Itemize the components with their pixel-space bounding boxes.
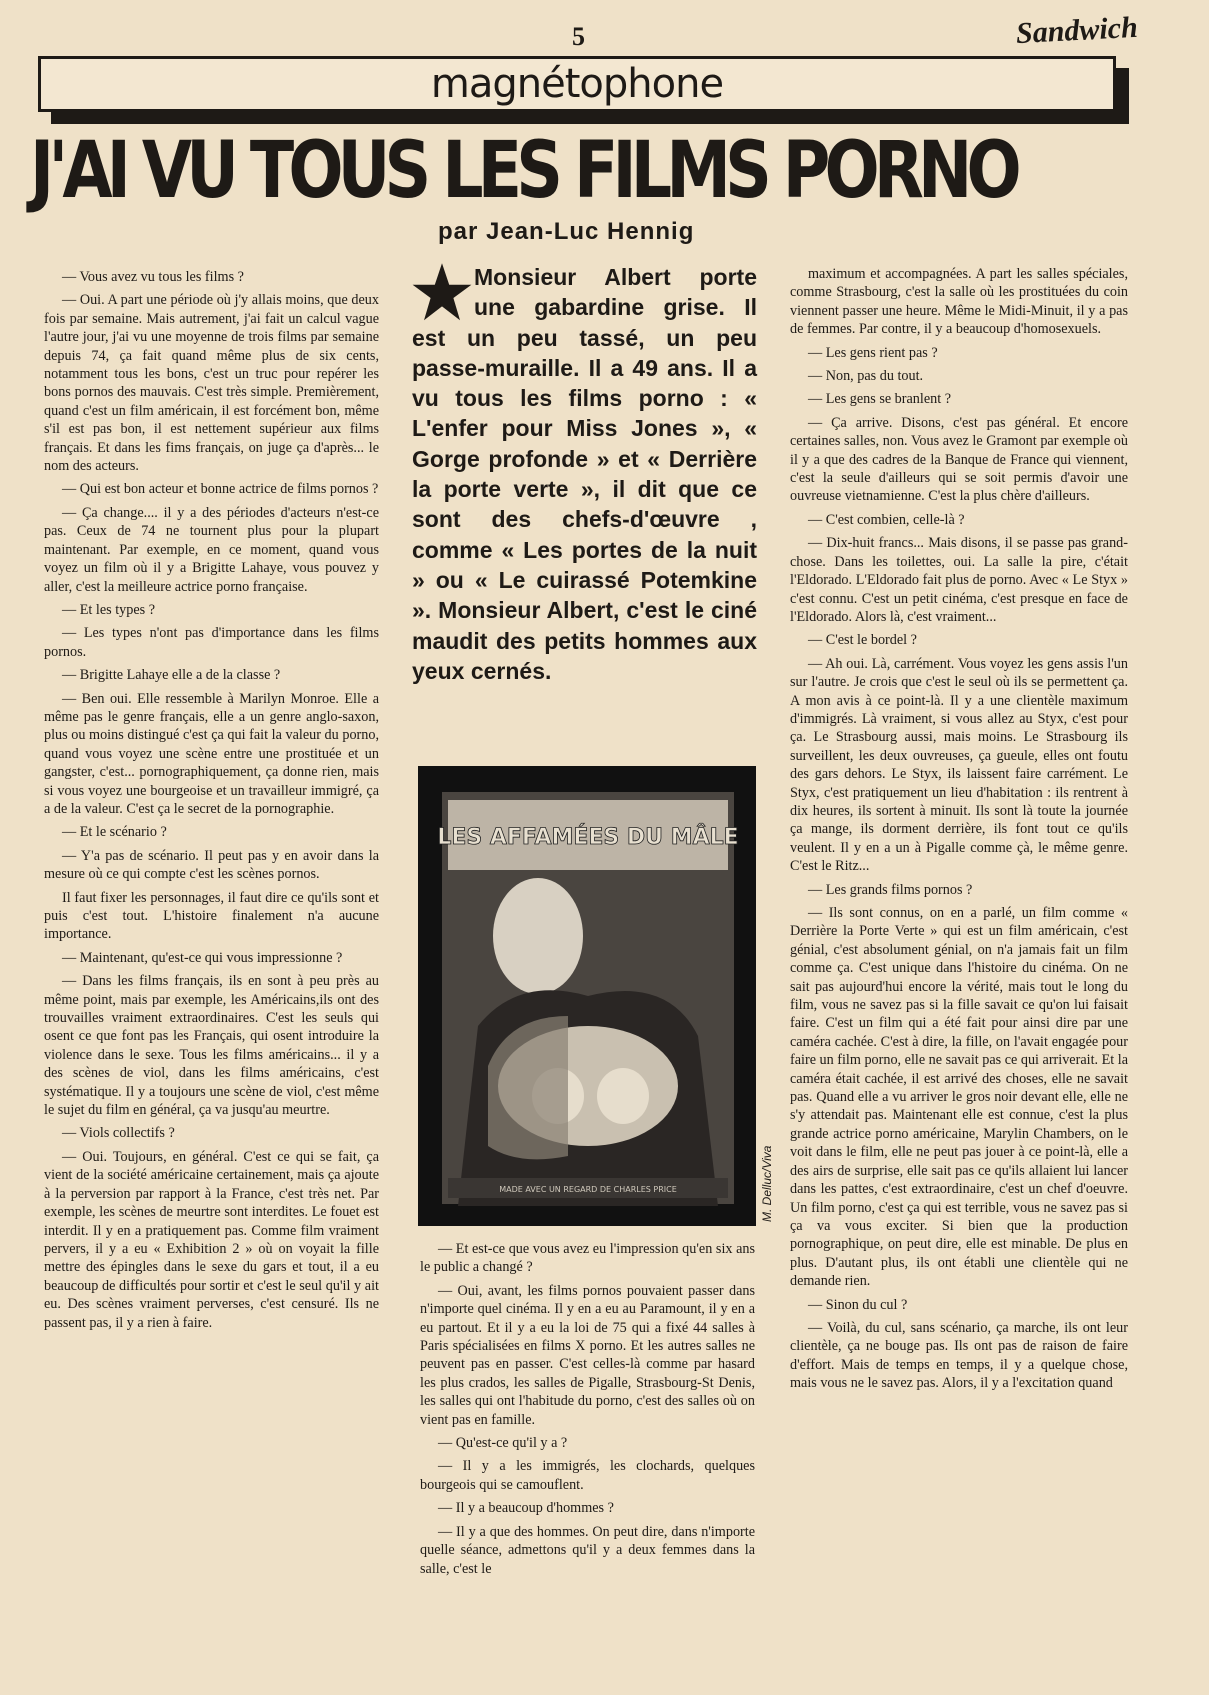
article-column-3 — [790, 265, 1128, 1398]
poster-caption: MADE AVEC UN REGARD DE CHARLES PRICE — [499, 1185, 677, 1194]
paragraph: — Ça arrive. Disons, c'est pas général. Et encore certaines salles, non. Vous avez le Gramont par exemple où il y a que des cadres de la Banque de France qui viennent, c'est la seule d'ailleurs qui se soit permis d'avoir une ouvreuse vietnamienne. C'est la plus chère d'ailleurs. — [790, 414, 1128, 505]
paragraph: — Ça change.... il y a des périodes d'acteurs n'est-ce pas. Ceux de 74 ne tournent plus pour la plupart maintenant. Par exemple, en ce moment, quand vous voyez un film où il y a Brigitte Lahaye, vous pouvez y aller, c'est la meilleure actrice porno française. — [44, 504, 379, 595]
paragraph: — Il y a les immigrés, les clochards, quelques bourgeois qui se camouflent. — [420, 1458, 755, 1493]
paragraph: — Viols collectifs ? — [62, 1125, 175, 1142]
paragraph: — Qu'est-ce qu'il y a ? — [438, 1435, 568, 1452]
paragraph: — Ben oui. Elle ressemble à Marilyn Monroe. Elle a même pas le genre français, elle a un genre anglo-saxon, plus ou moins distingué c'est ça qui fait la valeur du porno, quand vous voyez une scène entre une prostituée et un gangster, c'est... pornographiquement, ça donne rien, mais si vous voyez une bourgeoise et un travailleur immigré, ça a de la valeur. C'est ça le secret de la pornographie. — [44, 690, 379, 817]
rubric-title: magnétophone — [430, 61, 724, 107]
paragraph: — Les gens se branlent ? — [808, 391, 952, 408]
paragraph: — Dix-huit francs... Mais disons, il se passe pas grand-chose. Dans les toilettes, oui. La salle la pire, c'était l'Eldorado. L'Eldorado fait plus de porno. Avec « Le Styx » c'est connu. C'est un petit cinéma, c'est presque en face de l'Eldorado. Alors là, c'est vraiment... — [790, 535, 1128, 625]
paragraph: — Voilà, du cul, sans scénario, ça marche, ils ont leur clientèle, ça ne bouge pas. Ils ont pas de raison de faire d'effort. Mais de temps en temps, il y a quelque chose, mais vous ne le savez pas. Alors, il y a l'excitation quand — [790, 1319, 1128, 1392]
byline: par Jean-Luc Hennig — [438, 218, 695, 245]
paragraph: — C'est le bordel ? — [808, 632, 917, 649]
star-icon — [412, 262, 470, 320]
film-poster-photo — [418, 766, 756, 1226]
intro-paragraph — [412, 262, 757, 686]
paragraph: — Dans les films français, ils en sont à peu près au même point, mais par exemple, les Américains,ils ont des trouvailles vraiment extraordinaires. C'est les seuls qui osent ce que font pas les Français, qui osent introduire la violence dans le sexe. Tous les films américains... il y a des scènes de viol, dans les films américains, c'est systématique. Il y a toujours une scène de viol, c'est même le sujet du film en général, ça va jusqu'au meurtre. — [44, 973, 379, 1119]
paragraph: — Qui est bon acteur et bonne actrice de films pornos ? — [62, 481, 379, 498]
paragraph: — Il y a que des hommes. On peut dire, dans n'importe quelle séance, admettons qu'il y a deux femmes dans la salle, c'est le — [420, 1523, 755, 1577]
photo-credit: M. Delluc/Viva — [760, 1145, 774, 1222]
paragraph: — Les grands films pornos ? — [808, 881, 973, 898]
paragraph: — Et les types ? — [62, 601, 155, 618]
paragraph: — Sinon du cul ? — [808, 1296, 908, 1313]
poster-title: LES AFFAMÉES DU MÂLE — [437, 825, 739, 850]
paragraph: — Et est-ce que vous avez eu l'impression qu'en six ans le public a changé ? — [420, 1241, 755, 1276]
paragraph: — Maintenant, qu'est-ce qui vous impressionne ? — [62, 949, 343, 966]
paragraph: — Ils sont connus, on en a parlé, un film comme « Derrière la Porte Verte » qui est un film américain, c'est génial, c'est absolument génial, on n'a jamais fait un film comme ça. C'est unique dans l'histoire du cinéma. On ne sait pas aujourd'hui encore la vérité, mais tout le long du film, vous ne savez pas si la fille savait ce qu'on lui faisait faire. C'est un film qui a été fait pour ainsi dire par une caméra cachée. C'est à dire, la fille, on l'avait engagée pour faire un film porno, elle ne savait pas ce qui arriverait. Et la caméra était cachée, il est arrivé des choses, elle ne savait pas. Quand elle a vu arriver le gros noir devant elle, elle ne s'y attendait pas. Maintenant elle est connue, c'est la plus grande actrice porno américaine, Marylin Chambers, on le voit dans le film, elle ne peut pas jouer à ce point-là, elle a des airs de surprise, elle sait pas ce qu'ils allaient lui lancer dans les pattes, c'est extraordinaire, c'est un chef d'oeuvre. Un film porno, c'est ça qui est terrible, vous ne savez pas si ça va vous exciter. Si bien que la production pornographique, on peut dire, elle est minable. De plus en plus. D'autant plus, ils ont établi une clientèle qui ne demande rien. — [790, 905, 1128, 1290]
paragraph: maximum et accompagnées. A part les salles spéciales, comme Strasbourg, c'est la salle où les prostituées du coin viennent passer une heure. Même le Midi-Minuit, il y a pas de femmes. Par contre, il y a beaucoup d'homosexuels. — [790, 266, 1128, 338]
paragraph: — Les types n'ont pas d'importance dans les films pornos. — [44, 625, 379, 660]
article-column-2 — [420, 1240, 755, 1583]
paragraph: — Oui, avant, les films pornos pouvaient passer dans n'importe quel cinéma. Il y en a eu au Paramount, il y en a eu partout. Et il y a eu la loi de 75 qui a fixé 44 salles à Paris spécialisées en films X porno. Et les autres salles ne peuvent pas en passer. C'est celles-là comme par hasard les plus crados, les salles de Pigalle, Strasbourg-St Denis, les salles qui ont l'habitude du porno, c'est des salles où on vient pas en famille. — [420, 1282, 755, 1428]
paragraph: — Brigitte Lahaye elle a de la classe ? — [62, 667, 281, 684]
paragraph: — Oui. Toujours, en général. C'est ce qui se fait, ça vient de la société américaine certainement, mais ça ajoute à la perversion par rapport à la France, c'est très net. Par exemple, les scènes de meurtre sont interdites. Le fouet est interdit. Il y en a pratiquement pas. Comme film vraiment pervers, il y a eu « Exhibition 2 » où on voyait la fille mettre des épingles dans le sexe du gars et tout, il a eu beaucoup de difficultés pour sortir et c'est le seul qu'il y ait eu. Des scènes vraiment perverses, c'est censuré. Ils ne passent pas, il y a rien à faire. — [44, 1148, 379, 1331]
intro-text: Monsieur Albert porte une gabardine grise. Il est un peu tassé, un peu passe-muraille. Il a 49 ans. Il a vu tous les films porno : « L'enfer pour Miss Jones », « Gorge profonde » et « Derrière la porte verte », il dit que ce sont des chefs-d'œuvre , comme « Les portes de la nuit » ou « Le cuirassé Potemkine ». Monsieur Albert, c'est le ciné maudit des petits hommes aux yeux cernés. — [412, 264, 757, 684]
paragraph: — Oui. A part une période où j'y allais moins, que deux fois par semaine. Mais autrement, j'ai fait un calcul vague l'autre jour, j'ai vu une moyenne de trois films par semaine depuis 74, ça fait quand même plus de six cents, notamment tous les bons, c'est un truc pour repérer les bons pornos des mauvais. C'est très simple. Premièrement, quand c'est un film américain, il est forcément bon, même s'il est pas bon, il est nettement supérieur aux films français. Et dans les fims français, on juge ça d'après... le nom des acteurs. — [44, 292, 379, 475]
masthead-logo: Sandwich — [1015, 10, 1139, 51]
paragraph: — Y'a pas de scénario. Il peut pas y en avoir dans la mesure où ce qui compte c'est les scènes pornos. — [44, 847, 379, 883]
paragraph: — Ah oui. Là, carrément. Vous voyez les gens assis l'un sur l'autre. Je crois que c'est le seul où ils se permettent ça. A mon avis à ce point-là. Il y a une clientèle maximum d'immigrés. Là vraiment, si vous allez au Styx, c'est pour ça. Le Strasbourg aussi, mais moins. Le Strasbourg ils surveillent, les deux ouvreuses, ça gueule, elles ont foutu des gars dehors. Le Styx, ils laissent faire carrément. Le Styx, c'est pratiquement un lieu d'habitation : ils rentrent à dix heures, ils sortent à minuit. Ils sont là toute la journée ça mange, ils dorment derrière, ils font tout ce qu'ils veulent. Il y en a un à Pigalle comme çà, le même genre. C'est le Ritz... — [790, 655, 1128, 875]
paragraph: — Et le scénario ? — [62, 824, 167, 841]
paragraph: Il faut fixer les personnages, il faut dire ce qu'ils sont et puis c'est tout. L'histoire finalement n'a aucune importance. — [44, 889, 379, 943]
rubric-banner — [38, 56, 1116, 112]
paragraph: — Les gens rient pas ? — [808, 344, 938, 361]
paragraph: — Il y a beaucoup d'hommes ? — [438, 1500, 614, 1517]
paragraph: — Non, pas du tout. — [808, 368, 924, 385]
headline: J'AI VU TOUS LES FILMS PORNO — [30, 126, 1016, 216]
paragraph: — Vous avez vu tous les films ? — [62, 269, 244, 285]
page-number: 5 — [572, 22, 585, 51]
paragraph: — C'est combien, celle-là ? — [808, 511, 965, 528]
article-column-1 — [44, 268, 379, 1337]
